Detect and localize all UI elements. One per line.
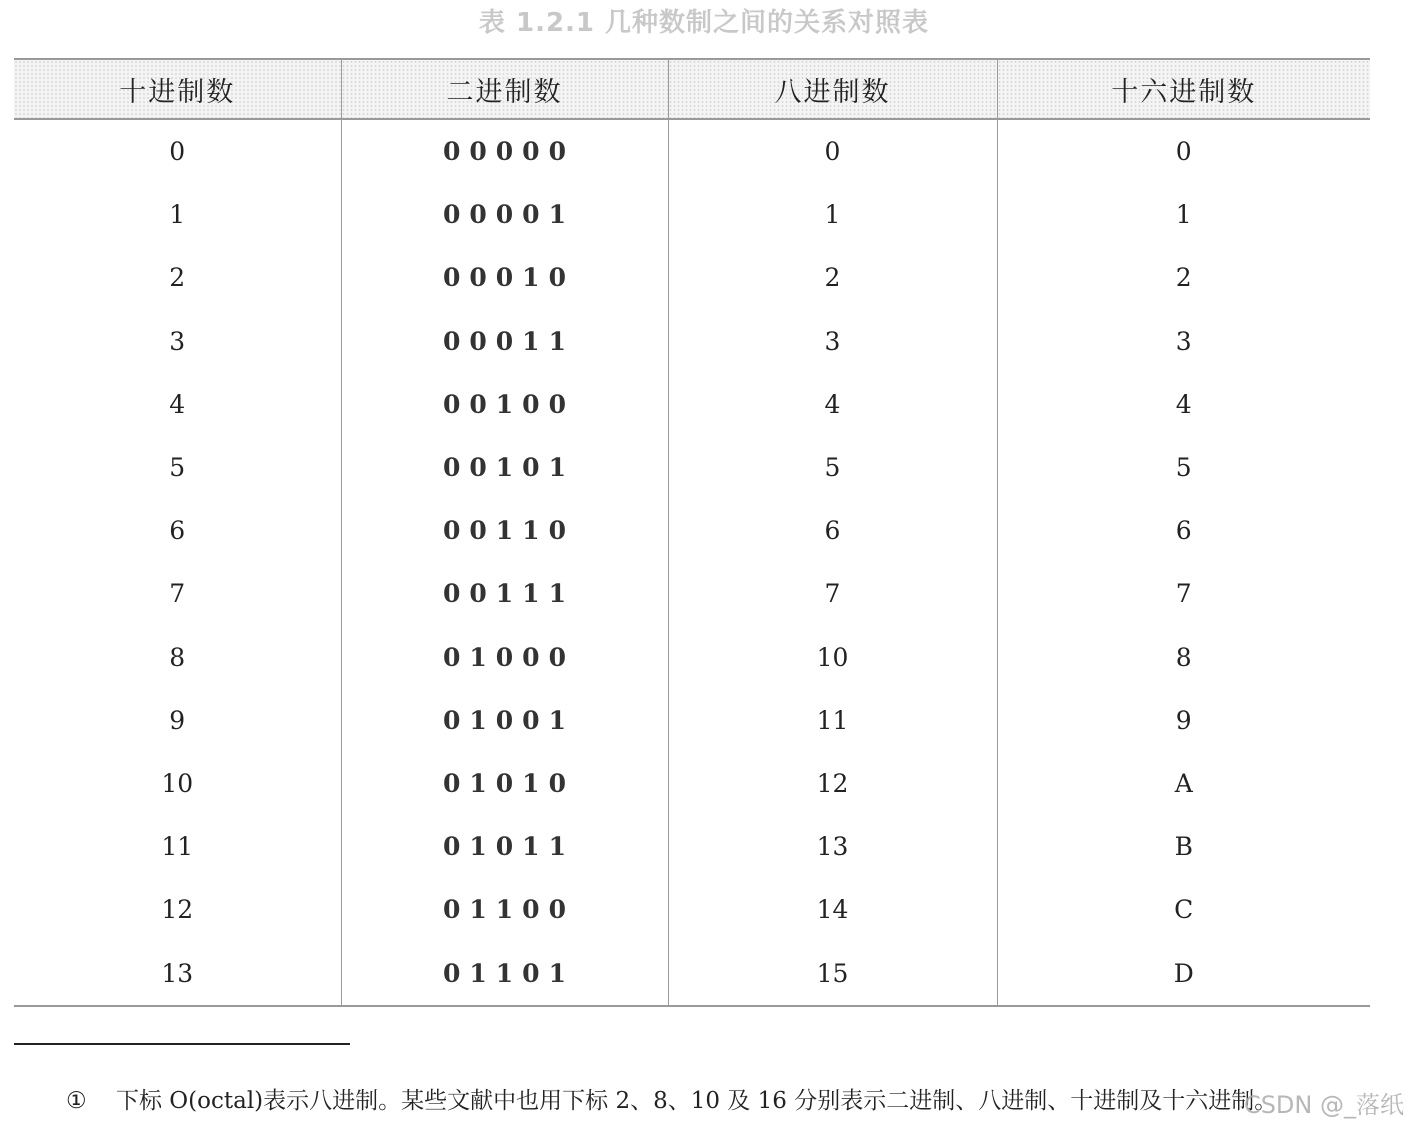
cell-binary: 01101	[341, 941, 668, 1005]
table-header-row	[14, 59, 1370, 119]
table-row	[14, 246, 1370, 309]
cell-decimal: 11	[161, 832, 194, 862]
cell-hexadecimal: 3	[997, 310, 1370, 373]
cell-decimal: 3	[169, 326, 186, 356]
cell-hexadecimal: C	[997, 878, 1370, 941]
table-caption: 表 1.2.1 几种数制之间的关系对照表	[478, 8, 930, 38]
cell-hexadecimal: 2	[997, 246, 1370, 309]
watermark: CSDN @_落纸	[1243, 1091, 1404, 1119]
cell-hexadecimal: B	[997, 815, 1370, 878]
cell-octal: 14	[668, 878, 997, 941]
header-hexadecimal: 十六进制数	[997, 59, 1370, 119]
cell-binary: 01001	[341, 689, 668, 752]
table-row	[14, 499, 1370, 562]
table-row	[14, 310, 1370, 373]
table-row	[14, 626, 1370, 689]
cell-decimal: 6	[169, 516, 186, 546]
cell-binary: 01010	[341, 752, 668, 815]
cell-octal: 6	[668, 499, 997, 562]
cell-decimal: 5	[169, 453, 186, 483]
header-octal: 八进制数	[668, 59, 997, 119]
cell-decimal: 2	[169, 263, 186, 293]
table-row	[14, 878, 1370, 941]
footnote	[66, 1082, 1277, 1115]
cell-octal: 11	[668, 689, 997, 752]
cell-binary: 00110	[341, 499, 668, 562]
cell-octal: 12	[668, 752, 997, 815]
table-row	[14, 119, 1370, 183]
cell-octal: 10	[668, 626, 997, 689]
cell-binary: 00111	[341, 562, 668, 625]
cell-binary: 00010	[341, 246, 668, 309]
cell-binary: 00001	[341, 183, 668, 246]
cell-hexadecimal: 8	[997, 626, 1370, 689]
table-row	[14, 815, 1370, 878]
table-row	[14, 183, 1370, 246]
cell-binary: 00101	[341, 436, 668, 499]
cell-binary: 00011	[341, 310, 668, 373]
cell-binary: 00000	[341, 119, 668, 183]
cell-hexadecimal: 0	[997, 119, 1370, 183]
cell-hexadecimal: 7	[997, 562, 1370, 625]
cell-decimal: 1	[169, 200, 186, 230]
cell-octal: 5	[668, 436, 997, 499]
table-row	[14, 373, 1370, 436]
cell-decimal: 10	[161, 768, 194, 798]
cell-hexadecimal: 5	[997, 436, 1370, 499]
cell-hexadecimal: A	[997, 752, 1370, 815]
cell-decimal: 13	[14, 941, 341, 1005]
cell-hexadecimal: 4	[997, 373, 1370, 436]
cell-octal: 13	[668, 815, 997, 878]
cell-decimal: 7	[169, 579, 186, 609]
cell-binary: 01100	[341, 878, 668, 941]
cell-hexadecimal: 6	[997, 499, 1370, 562]
footnote-divider	[14, 1043, 350, 1045]
cell-hexadecimal: D	[997, 941, 1370, 1005]
table-row	[14, 436, 1370, 499]
table-row	[14, 689, 1370, 752]
cell-hexadecimal: 1	[997, 183, 1370, 246]
cell-octal: 7	[668, 562, 997, 625]
cell-octal: 0	[668, 119, 997, 183]
cell-hexadecimal: 9	[997, 689, 1370, 752]
footnote-marker: ①	[66, 1088, 87, 1114]
cell-binary: 00100	[341, 373, 668, 436]
cell-binary: 01000	[341, 626, 668, 689]
cell-octal: 4	[668, 373, 997, 436]
cell-octal: 2	[668, 246, 997, 309]
table-row	[14, 752, 1370, 815]
cell-decimal: 4	[169, 389, 186, 419]
table-row	[14, 562, 1370, 625]
cell-binary: 01011	[341, 815, 668, 878]
table-row	[14, 941, 1370, 1005]
cell-octal: 1	[668, 183, 997, 246]
cell-decimal: 0	[169, 137, 186, 167]
cell-decimal: 9	[169, 705, 186, 735]
cell-octal: 15	[668, 941, 997, 1005]
footnote-text: 下标 O(octal)表示八进制。某些文献中也用下标 2、8、10 及 16 分别表示二进制、八进制、十进制及十六进制。	[116, 1088, 1278, 1114]
header-decimal: 十进制数	[14, 59, 341, 119]
number-system-table	[14, 58, 1370, 1007]
cell-decimal: 8	[169, 642, 186, 672]
header-binary: 二进制数	[341, 59, 668, 119]
cell-octal: 3	[668, 310, 997, 373]
cell-decimal: 12	[161, 895, 194, 925]
